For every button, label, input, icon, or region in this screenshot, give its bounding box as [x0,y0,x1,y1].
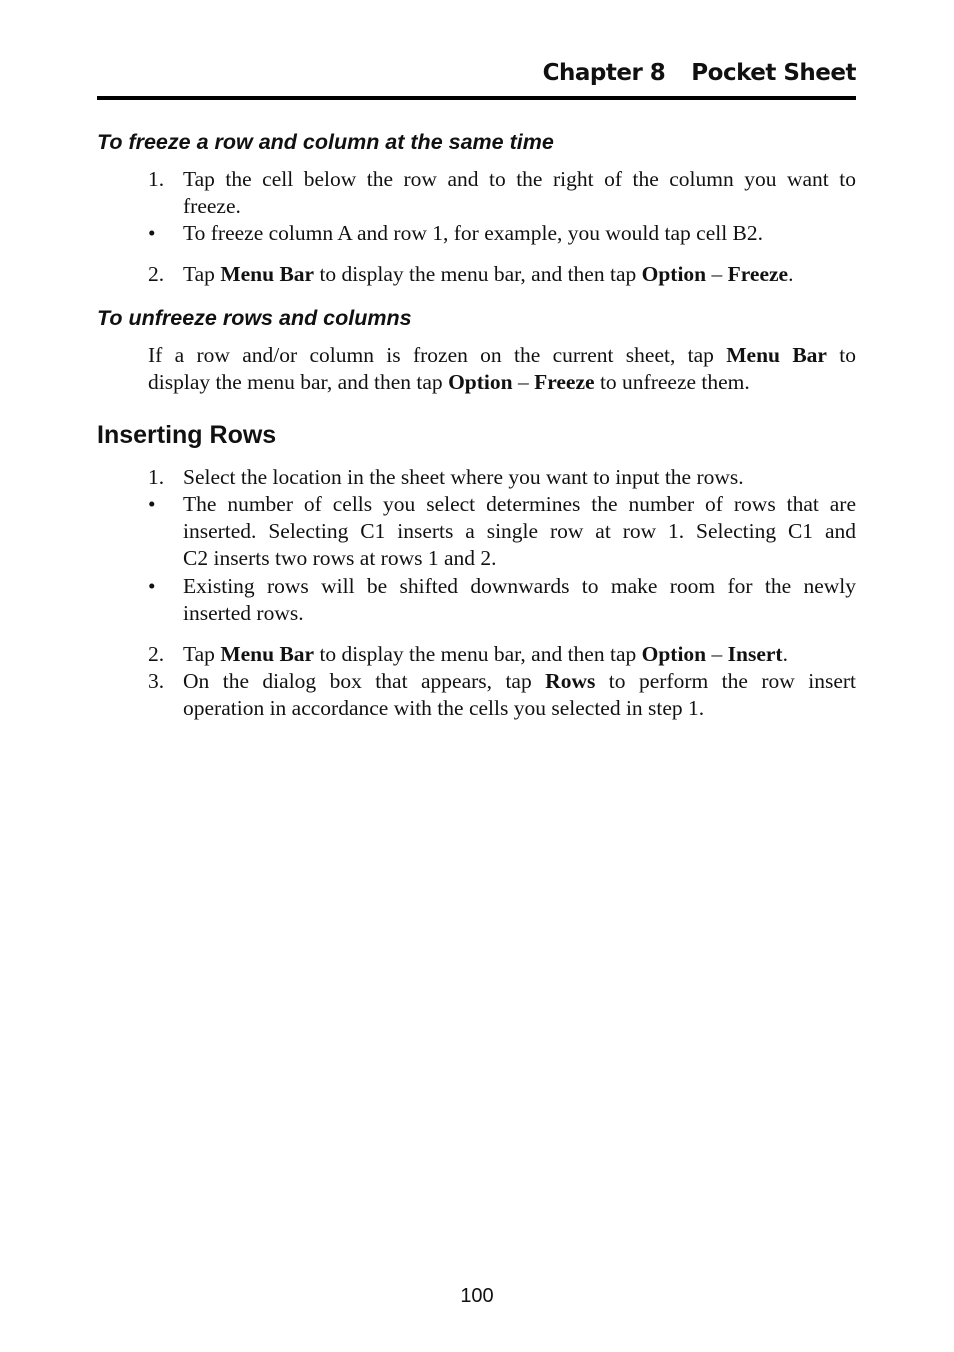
menu-term: Menu Bar [220,262,315,286]
step-text-line: Tap the cell below the row and to the right of the column you want to [183,167,856,191]
section-heading-freeze-both: To freeze a row and column at the same time [97,130,554,154]
paragraph-line [148,342,856,369]
text-run: to perform the row insert [595,669,856,693]
bullet-text: To freeze column A and row 1, for example, you would tap cell B2. [183,221,764,245]
menu-term: Menu Bar [220,642,315,666]
bullet-mark: • [148,221,156,245]
step-text-line [183,261,856,288]
step-number: 3. [148,669,165,693]
text-run: display the menu bar, and then tap [148,370,449,394]
bullet-mark: • [148,492,156,516]
bullet-text-line: The number of cells you select determines the number of rows that are [183,492,856,516]
text-run: Tap [183,642,221,666]
section-heading-inserting-rows: Inserting Rows [97,421,277,449]
text-run: . [782,642,788,666]
step-number: 1. [148,167,165,191]
step-number: 2. [148,642,165,666]
page-number: 100 [460,1285,494,1307]
chapter-label: Chapter 8 [542,60,666,86]
menu-term: Rows [545,669,596,693]
paragraph-line [148,369,856,396]
menu-term: Option [641,262,707,286]
step-text-line: operation in accordance with the cells you selected in step 1. [183,696,705,720]
section-heading-unfreeze: To unfreeze rows and columns [97,306,412,330]
menu-term: Freeze [534,370,595,394]
step-text-line: Select the location in the sheet where you want to input the rows. [183,465,744,489]
text-run: to [826,343,856,367]
text-run: – [706,642,728,666]
text-run: – [706,262,728,286]
bullet-text-line: inserted. Selecting C1 inserts a single row at row 1. Selecting C1 and [183,519,856,543]
text-run: to display the menu bar, and then tap [314,642,642,666]
text-run: to unfreeze them. [594,370,750,394]
bullet-text-line: inserted rows. [183,601,304,625]
menu-term: Insert [727,642,783,666]
text-run: On the dialog box that appears, tap [183,669,546,693]
bullet-text-line: Existing rows will be shifted downwards to make room for the newly [183,574,856,598]
step-text-line [183,641,856,668]
chapter-header [97,60,856,86]
chapter-title: Pocket Sheet [691,60,856,86]
text-run: . [788,262,794,286]
menu-term: Option [641,642,707,666]
header-rule [97,96,856,100]
text-run: – [512,370,535,394]
menu-term: Menu Bar [726,343,827,367]
bullet-mark: • [148,574,156,598]
step-number: 2. [148,262,165,286]
step-text-line [183,668,856,695]
text-run: Tap [183,262,221,286]
menu-term: Option [448,370,513,394]
bullet-text-line: C2 inserts two rows at rows 1 and 2. [183,546,497,570]
step-text-line: freeze. [183,194,241,218]
text-run: If a row and/or column is frozen on the current sheet, tap [148,343,727,367]
text-run: to display the menu bar, and then tap [314,262,642,286]
menu-term: Freeze [727,262,789,286]
step-number: 1. [148,465,165,489]
